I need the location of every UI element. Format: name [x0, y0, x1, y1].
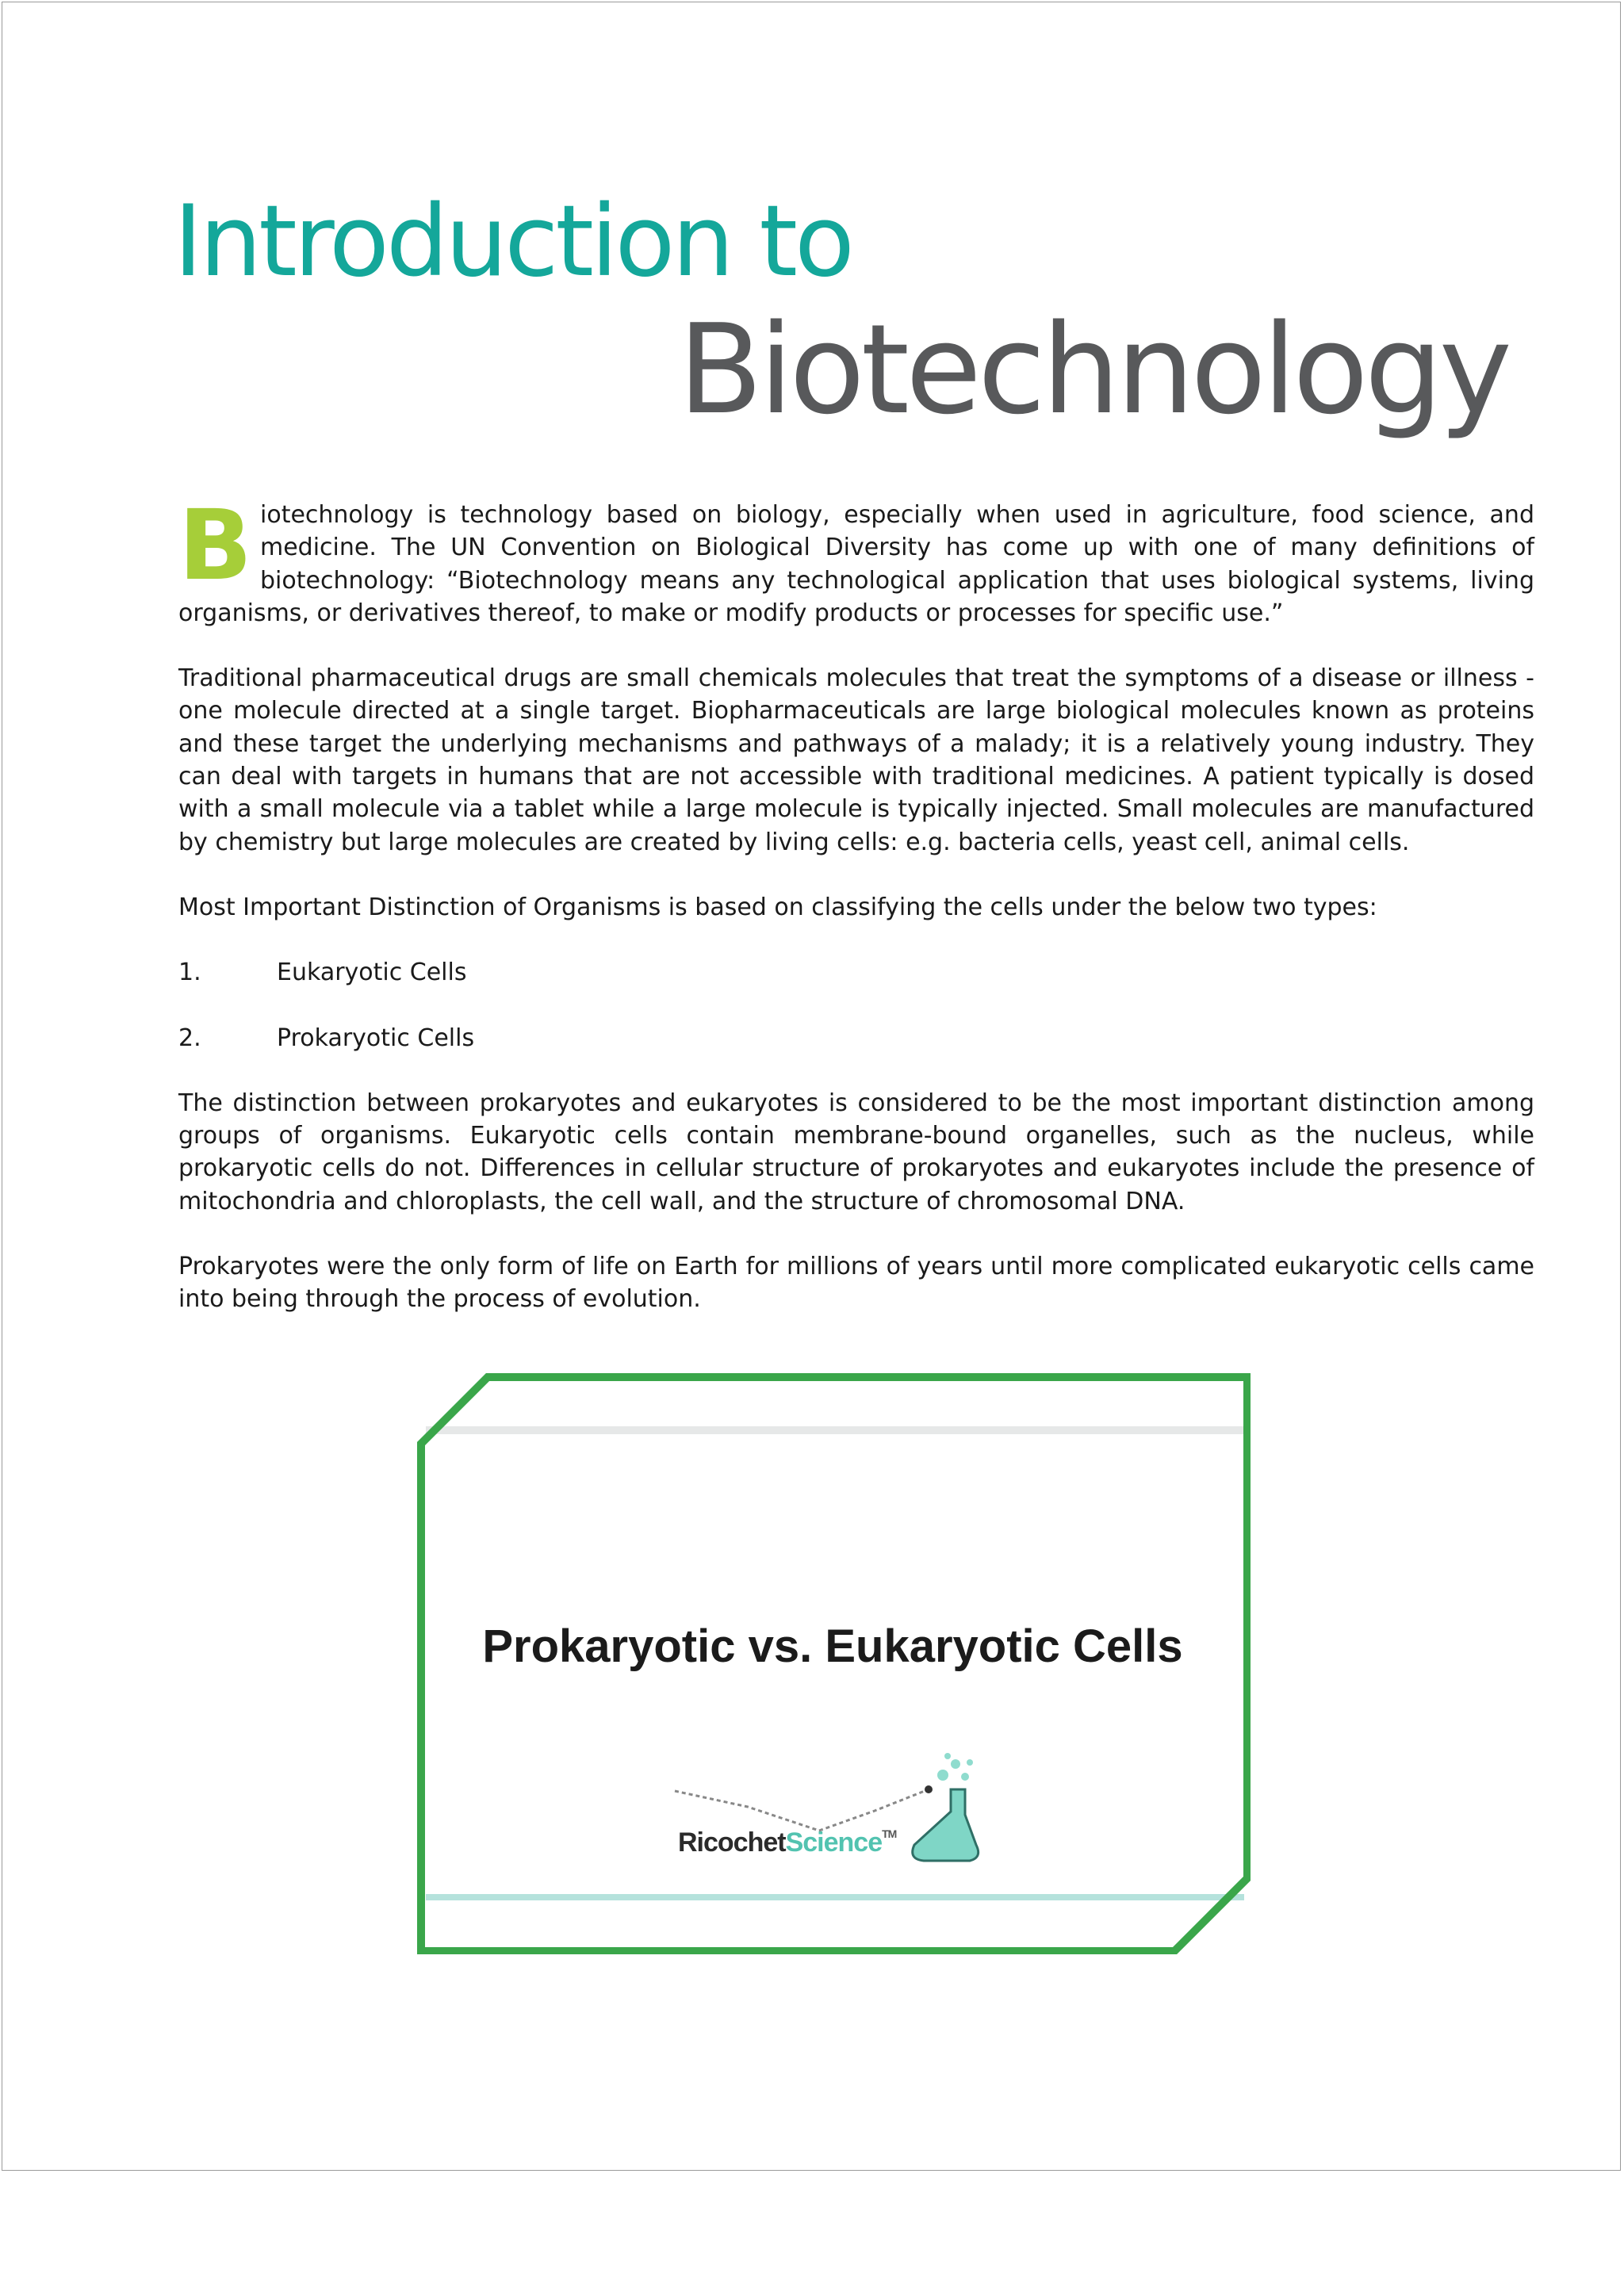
- title-line-2: Biotechnology: [678, 297, 1509, 442]
- list-number: 2.: [178, 1024, 201, 1052]
- body-text: [178, 489, 1534, 1349]
- figure-title: Prokaryotic vs. Eukaryotic Cells: [482, 1621, 1183, 1672]
- ricochet-science-logo: [678, 1827, 896, 1858]
- logo-text-ricochet: Ricochet: [678, 1827, 786, 1858]
- list-label: Prokaryotic Cells: [277, 1024, 475, 1052]
- list-label: Eukaryotic Cells: [277, 959, 467, 987]
- document-page: [2, 2, 1621, 2171]
- logo-trademark: TM: [882, 1827, 897, 1840]
- list-number: 1.: [178, 959, 201, 987]
- list-item: [178, 956, 1534, 989]
- paragraph-prokaryote-eukaryote: The distinction between prokaryotes and eukaryotes is considered to be the most important distinction among groups of organisms. Eukaryotic cells contain membrane-bound organelles, such as the nucleus, while prokaryotic cells do not. Differences in cellular structure of prokaryotes and eukaryotes include the presence of mitochondria and chloroplasts, the cell wall, and the structure of chromosomal DNA.: [178, 1089, 1534, 1215]
- paragraph-pharmaceuticals: Traditional pharmaceutical drugs are small chemicals molecules that treat the symptoms of a disease or illness - one molecule directed at a single target. Biopharmaceuticals are large biological molecules known as proteins and these target the underlying mechanisms and pathways of a malady; it is a relatively young industry. They can deal with targets in humans that are not accessible with traditional medicines. A patient typically is dosed with a small molecule via a tablet while a large molecule is typically injected. Small molecules are manufactured by chemistry but large molecules are created by living cells: e.g. bacteria cells, yeast cell, animal cells.: [178, 664, 1534, 856]
- list-item: [178, 1022, 1534, 1054]
- logo-text-science: Science: [785, 1827, 883, 1858]
- title-line-1: Introduction to: [174, 185, 852, 299]
- paragraph-evolution: Prokaryotes were the only form of life on Earth for millions of years until more complicated eukaryotic cells came into being through the process of evolution.: [178, 1253, 1534, 1314]
- intro-paragraph: [178, 489, 1534, 629]
- drop-cap: B: [178, 489, 252, 602]
- intro-text: iotechnology is technology based on biology, especially when used in agriculture, food science, and medicine. The UN Convention on Biological Diversity has come up with one of many definitions of biotechnology: “Biotechnology means any technological application that uses biological systems, living organisms, or derivatives thereof, to make or modify products or processes for specific use.”: [178, 501, 1534, 627]
- paragraph-distinction-intro: Most Important Distinction of Organisms is based on classifying the cells under the below two types:: [178, 893, 1377, 921]
- figure-video-thumbnail: [415, 1371, 1251, 1954]
